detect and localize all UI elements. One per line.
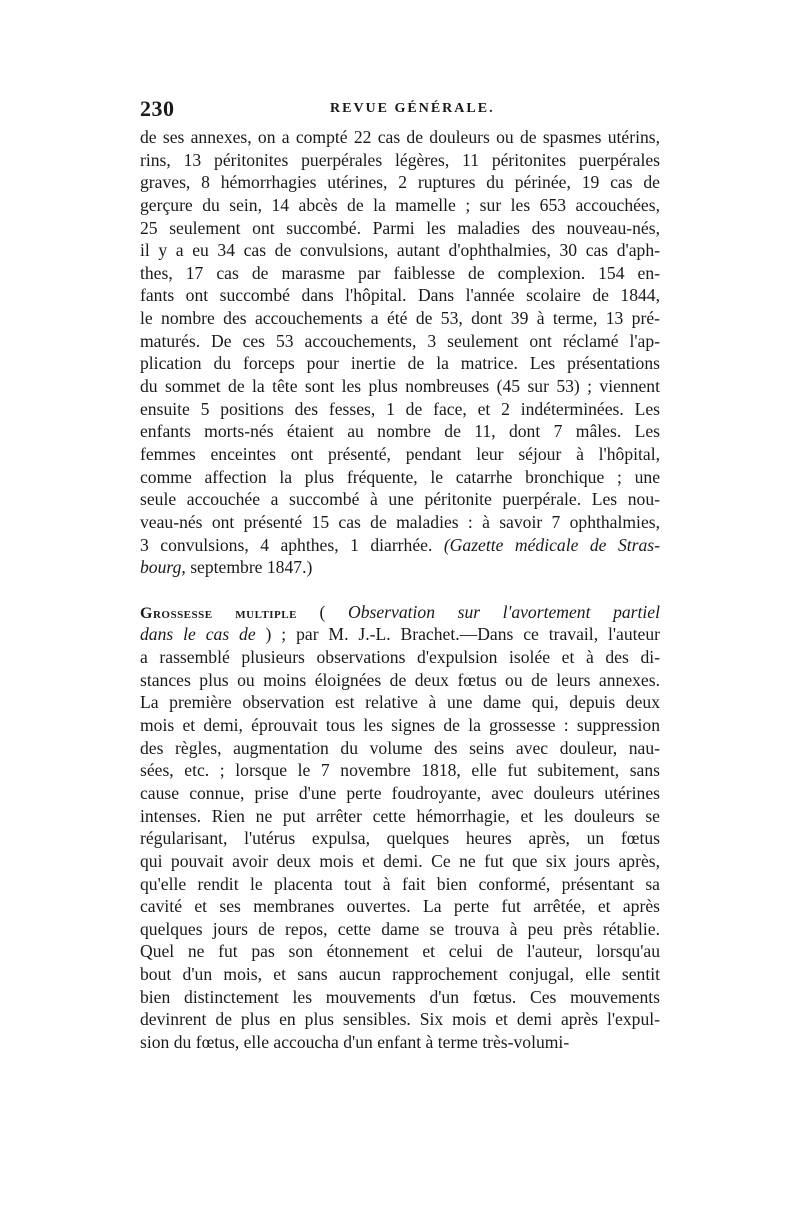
text-line: Quel ne fut pas son étonnement et celui de l'auteur, lorsqu'au	[140, 941, 660, 962]
italic-title: dans le cas de	[140, 624, 256, 645]
text-line	[140, 398, 660, 421]
paragraph-grossesse-multiple	[140, 601, 660, 1054]
text-line	[140, 511, 660, 534]
text-span: du sommet de la tête sont les plus nombreuses (45 sur 53) ; viennent	[140, 376, 660, 397]
text-line	[140, 488, 660, 511]
text-line: mois et demi, éprouvait tous les signes de la grossesse : suppression	[140, 715, 660, 736]
text-line	[140, 330, 660, 353]
text-line	[140, 307, 660, 330]
text-span: graves, 8 hémorrhagies utérines, 2 ruptures du périnée, 19 cas de	[140, 172, 660, 193]
text-line: La première observation est relative à une dame qui, depuis deux	[140, 692, 660, 713]
text-line	[140, 534, 660, 557]
text-line	[140, 171, 660, 194]
page-number: 230	[140, 96, 175, 121]
body-text	[140, 126, 660, 1054]
text-line	[140, 556, 660, 579]
running-title: REVUE GÉNÉRALE.	[330, 101, 495, 116]
italic-citation: bourg	[140, 557, 182, 578]
text-span: il y a eu 34 cas de convulsions, autant d'ophthalmies, 30 cas d'aph-	[140, 240, 660, 261]
text-line	[140, 217, 660, 240]
text-line: des règles, augmentation du volume des seins avec douleur, nau-	[140, 737, 660, 758]
text-line	[140, 601, 660, 624]
text-span: seule accouchée a succombé à une péritonite puerpérale. Les nou-	[140, 489, 660, 510]
text-span: femmes enceintes ont présenté, pendant leur séjour à l'hôpital,	[140, 443, 660, 464]
text-line	[140, 262, 660, 285]
text-line: devinrent de plus en plus sensibles. Six mois et demi après l'expul-	[140, 1009, 660, 1030]
text-line	[140, 194, 660, 217]
text-line	[140, 466, 660, 489]
paragraph-statistics	[140, 126, 660, 579]
text-span: gerçure du sein, 14 abcès de la mamelle ; sur les 653 accouchées,	[140, 194, 660, 215]
text-line	[140, 284, 660, 307]
text-span: 3 convulsions, 4 aphthes, 1 diarrhée.	[140, 534, 444, 555]
text-line: bout d'un mois, et sans aucun rapprochement conjugal, elle sentit	[140, 964, 660, 985]
text-line	[140, 623, 660, 646]
text-line: quelques jours de repos, cette dame se trouva à peu près rétablie.	[140, 918, 660, 939]
text-span: maturés. De ces 53 accouchements, 3 seulement ont réclamé l'ap-	[140, 330, 660, 351]
text-line	[140, 239, 660, 262]
text-span: de ses annexes, on a compté 22 cas de douleurs ou de spasmes utérins,	[140, 127, 660, 147]
text-span: ensuite 5 positions des fesses, 1 de face, et 2 indéterminées. Les	[140, 398, 660, 419]
italic-title: Observation sur l'avortement partiel	[348, 601, 660, 622]
text-line: a rassemblé plusieurs observations d'expulsion isolée et à des di-	[140, 647, 660, 668]
text-line: bien distinctement les mouvements d'un fœtus. Ces mouvements	[140, 986, 660, 1007]
text-line: intenses. Rien ne put arrêter cette hémorrhagie, et les douleurs se	[140, 805, 660, 826]
text-span: 25 seulement ont succombé. Parmi les maladies des nouveau-nés,	[140, 217, 660, 238]
text-line	[140, 443, 660, 466]
text-span: ) ; par M. J.-L. Brachet.—Dans ce travail, l'auteur	[255, 624, 660, 645]
text-line	[140, 420, 660, 443]
text-line: qu'elle rendit le placenta tout à fait bien conformé, présentant sa	[140, 873, 660, 894]
text-span: veau-nés ont présenté 15 cas de maladies : à savoir 7 ophthalmies,	[140, 511, 660, 532]
text-span: rins, 13 péritonites puerpérales légères, 11 péritonites puerpérales	[140, 149, 660, 170]
text-line	[140, 149, 660, 172]
text-line: régularisant, l'utérus expulsa, quelques heures après, un fœtus	[140, 828, 660, 849]
italic-citation: (Gazette médicale de Stras-	[443, 534, 660, 555]
text-span: plication du forceps pour inertie de la matrice. Les présentations	[140, 353, 660, 374]
text-line: sées, etc. ; lorsque le 7 novembre 1818, elle fut subitement, sans	[140, 760, 660, 781]
text-span: thes, 17 cas de marasme par faiblesse de complexion. 154 en-	[140, 262, 660, 283]
text-line: qui pouvait avoir deux mois et demi. Ce ne fut que six jours après,	[140, 850, 660, 871]
text-span: enfants morts-nés étaient au nombre de 11, dont 7 mâles. Les	[140, 421, 660, 442]
text-span: , septembre 1847.)	[181, 557, 313, 578]
text-line	[140, 375, 660, 398]
text-span: fants ont succombé dans l'hôpital. Dans l'année scolaire de 1844,	[140, 285, 660, 306]
text-span: le nombre des accouchements a été de 53, dont 39 à terme, 13 pré-	[140, 308, 660, 329]
text-line: cause connue, prise d'une perte foudroyante, avec douleurs utérines	[140, 782, 660, 803]
text-line	[140, 126, 660, 149]
section-lead: Grossesse multiple	[140, 604, 297, 622]
text-line: sion du fœtus, elle accoucha d'un enfant à terme très-volumi-	[140, 1031, 570, 1052]
paragraph-gap	[140, 579, 660, 601]
text-span: comme affection la plus fréquente, le catarrhe bronchique ; une	[140, 466, 660, 487]
page-header	[140, 96, 660, 126]
text-line	[140, 352, 660, 375]
text-span: (	[296, 601, 349, 622]
text-line: cavité et ses membranes ouvertes. La perte fut arrêtée, et après	[140, 896, 660, 917]
text-line: stances plus ou moins éloignées de deux fœtus ou de leurs annexes.	[140, 669, 660, 690]
